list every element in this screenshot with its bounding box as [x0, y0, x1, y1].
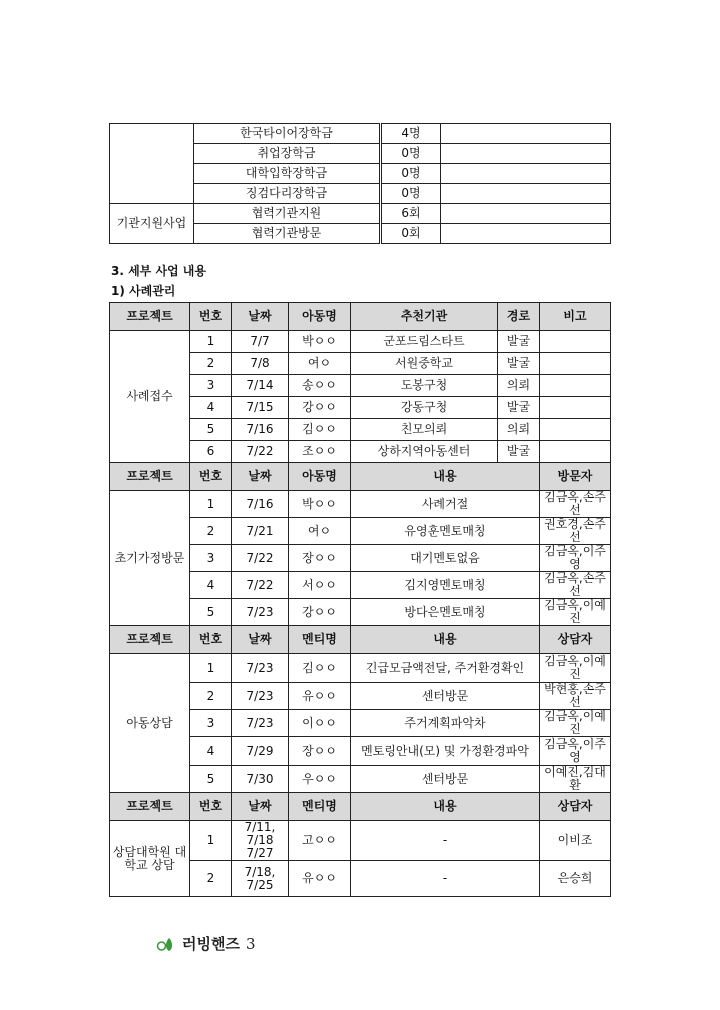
project-label: 아동상담 — [110, 654, 190, 793]
scholarship-table — [109, 123, 611, 244]
header-route: 경로 — [498, 303, 540, 331]
table-header-row: 프로젝트 번호 날짜 아동명 내용 방문자 — [110, 463, 611, 491]
header-no: 번호 — [190, 303, 232, 331]
table-row: 상담대학원 대학교 상담 1 7/11, 7/18 7/27 고ㅇㅇ - 이비조 — [110, 821, 611, 861]
table-row: 3 7/14 송ㅇㅇ 도봉구청 의뢰 — [110, 375, 611, 397]
table-row: 아동상담 1 7/23 김ㅇㅇ 긴급모금액전달, 주거환경확인 김금옥,이예진 — [110, 654, 611, 683]
header-note: 비고 — [540, 303, 611, 331]
subsection-heading: 1) 사례관리 — [111, 284, 176, 298]
program-name: 협력기관지원 — [194, 204, 381, 224]
table-row: 3 7/22 장ㅇㅇ 대기멘토없음 김금옥,이주영 — [110, 545, 611, 572]
program-name: 한국타이어장학금 — [194, 124, 381, 144]
table-row: 6 7/22 조ㅇㅇ 상하지역아동센터 발굴 — [110, 441, 611, 463]
program-value: 0명 — [381, 144, 441, 164]
project-label: 사례접수 — [110, 331, 190, 463]
case-management-table — [109, 302, 611, 897]
table-header-row — [110, 303, 611, 331]
header-project: 프로젝트 — [110, 303, 190, 331]
program-value: 6회 — [381, 204, 441, 224]
table-row: 2 7/8 여ㅇ 서원중학교 발굴 — [110, 353, 611, 375]
group-cell-empty — [110, 124, 194, 204]
header-child: 아동명 — [289, 303, 351, 331]
table-row: 4 7/29 장ㅇㅇ 멘토링안내(모) 및 가정환경파악 김금옥,이주영 — [110, 737, 611, 766]
table-row: 3 7/23 이ㅇㅇ 주거계획파악차 김금옥,이예진 — [110, 710, 611, 737]
section-heading: 3. 세부 사업 내용 — [111, 264, 206, 278]
group-label: 기관지원사업 — [110, 204, 194, 244]
table-row: 4 7/15 강ㅇㅇ 강동구청 발굴 — [110, 397, 611, 419]
loving-hands-logo-icon — [156, 935, 176, 953]
table-row: 4 7/22 서ㅇㅇ 김지영멘토매칭 김금옥,손주선 — [110, 572, 611, 599]
program-name: 징검다리장학금 — [194, 184, 381, 204]
table-row: 5 7/23 강ㅇㅇ 방다은멘토매칭 김금옥,이예진 — [110, 599, 611, 626]
table-row: 2 7/18, 7/25 유ㅇㅇ - 은승희 — [110, 861, 611, 897]
program-value: 0명 — [381, 164, 441, 184]
table-row: 5 7/30 우ㅇㅇ 센터방문 이예진,김대환 — [110, 766, 611, 793]
table-header-row: 프로젝트 번호 날짜 멘티명 내용 상담자 — [110, 793, 611, 821]
table-row: 사례접수 1 7/7 박ㅇㅇ 군포드림스타트 발굴 — [110, 331, 611, 353]
program-name: 협력기관방문 — [194, 224, 381, 244]
table-row — [110, 204, 611, 224]
project-label: 초기가정방문 — [110, 491, 190, 626]
header-date: 날짜 — [232, 303, 289, 331]
table-row: 초기가정방문 1 7/16 박ㅇㅇ 사례거절 김금옥,손주선 — [110, 491, 611, 518]
project-label: 상담대학원 대학교 상담 — [110, 821, 190, 897]
table-row: 2 7/23 유ㅇㅇ 센터방문 박현홍,손주선 — [110, 683, 611, 710]
table-row — [110, 124, 611, 144]
program-value: 0명 — [381, 184, 441, 204]
table-header-row: 프로젝트 번호 날짜 멘티명 내용 상담자 — [110, 626, 611, 654]
program-name: 대학입학장학금 — [194, 164, 381, 184]
page-footer — [156, 933, 256, 954]
table-row: 2 7/21 여ㅇ 유영훈멘토매칭 권호경,손주선 — [110, 518, 611, 545]
program-name: 취업장학금 — [194, 144, 381, 164]
table-row: 5 7/16 김ㅇㅇ 친모의뢰 의뢰 — [110, 419, 611, 441]
page-number: 3 — [245, 934, 256, 953]
program-value: 4명 — [381, 124, 441, 144]
header-agency: 추천기관 — [351, 303, 498, 331]
brand-name: 러빙핸즈 — [182, 935, 240, 953]
program-value: 0회 — [381, 224, 441, 244]
